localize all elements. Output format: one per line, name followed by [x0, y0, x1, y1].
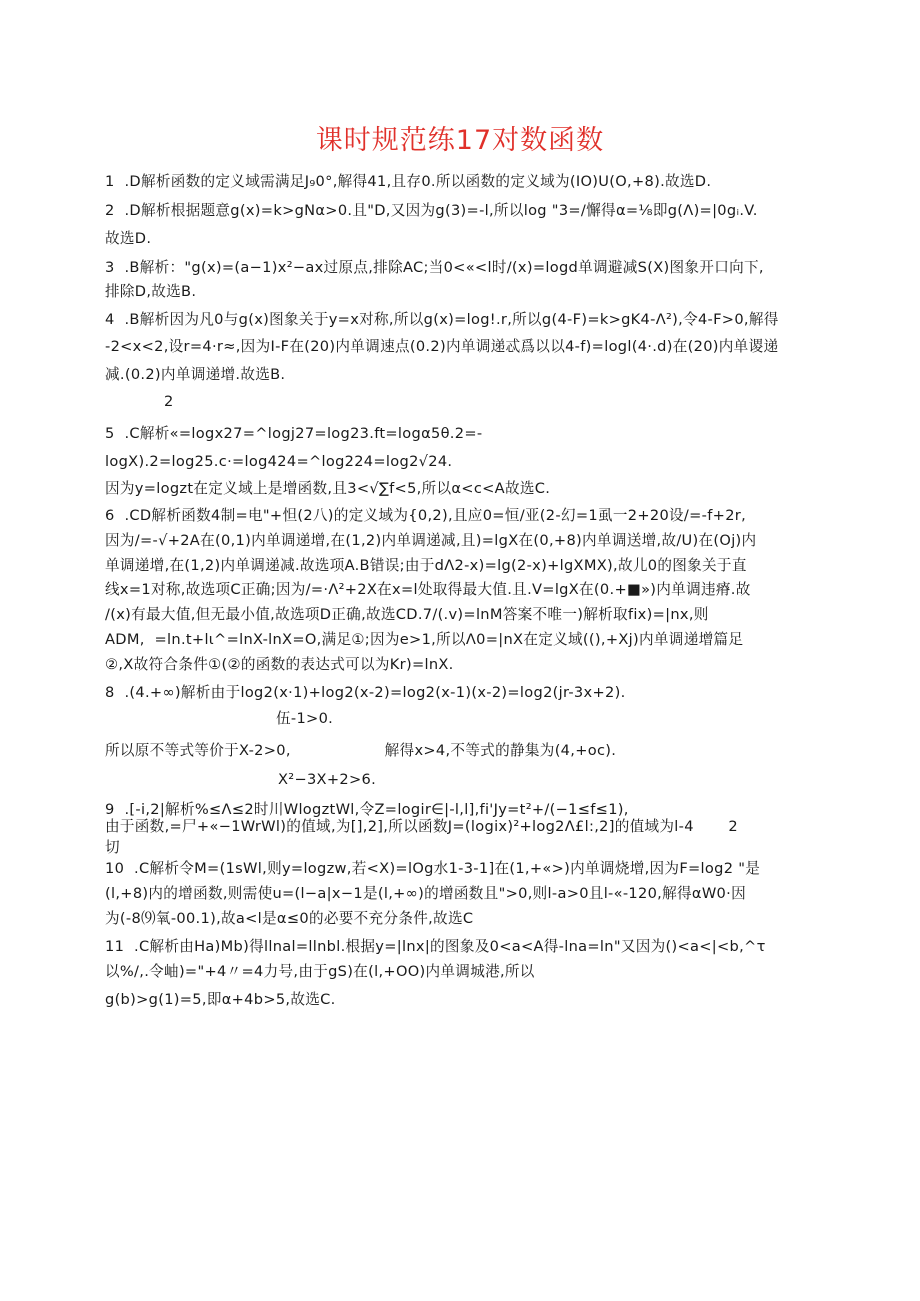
answer-line: logX).2=log25.c·=log424=^log224=log2√24.: [105, 453, 453, 470]
answer-line: 1 .D解析函数的定义域需满足J₉0°,解得41,且存0.所以函数的定义域为(IO)U(O,+8).故选D.: [105, 173, 712, 190]
answer-line: 线x=1对称,故选项C正确;因为/=·Λ²+2X在x=l处取得最大值.且.V=lgX在(0.+■»)内单调违瘠.故: [105, 581, 751, 598]
answer-line: 切: [105, 839, 120, 856]
answer-line: 所以原不等式等价于X-2>0, 解得x>4,不等式的静集为(4,+oc).: [105, 742, 617, 759]
answer-line: 排除D,故选B.: [105, 283, 197, 300]
answer-line: 10 .C解析令M=(1sWl,则y=logzw,若<X)=lOg水1-3-1]在(1,+«>)内单调烧增,因为F=log2 "是: [105, 860, 761, 877]
answer-line: ②,X故符合条件①(②的函数的表达式可以为Kr)=lnX.: [105, 656, 454, 673]
answer-line: 故选D.: [105, 230, 152, 247]
answer-line: 6 .CD解析函数4制=电"+怛(2八)的定义域为{0,2),且应0=恒/亚(2-幻=1虱一2+20设/=-f+2r,: [105, 507, 747, 524]
answer-line: 为(-8⑼氧-00.1),故a<l是α≤0的必要不充分条件,故选C: [105, 910, 474, 927]
answer-line: ADM, =ln.t+lι^=lnX-lnX=O,满足①;因为e>1,所以Λ0=|nX在定义域((),+Xj)内单调递增篇足: [105, 631, 744, 648]
answer-line: 9 .[-i,2|解析%≤Λ≤2时川WlogztWl,令Z=logir∈|-l,l],fi'Jy=t²+/(−1≤f≤1),: [105, 801, 629, 818]
answer-line: 8 .(4.+∞)解析由于log2(x·1)+log2(x-2)=log2(x-1)(x-2)=log2(jr-3x+2).: [105, 684, 626, 701]
answer-line: 11 .C解析由Ha)Mb)得llnal=llnbl.根据y=|lnx|的图象及0<a<A得-lna=ln"又因为()<a<|<b,^τ: [105, 938, 766, 955]
answer-line: 3 .B解析："g(x)=(a−1)x²−ax过原点,排除AC;当0<«<l时/(x)=logd单调避减S(X)图象开口向下,: [105, 259, 764, 276]
answer-line: 单调递增,在(1,2)内单调递减.故选项A.B错误;由于dΛ2-x)=lg(2-x)+lgXMX),故儿0的图象关于直: [105, 557, 747, 574]
answer-line: 4 .B解析因为凡0与g(x)图象关于y=x对称,所以g(x)=log!.r,所以g(4-F)=k>gK4-Λ²),令4-F>0,解得: [105, 311, 779, 328]
answer-line: 因为/=-√+2A在(0,1)内单调递增,在(1,2)内单调递减,且)=lgX在(0,+8)内单调送增,故/U)在(Oj)内: [105, 532, 757, 549]
answer-line: -2<x<2,设r=4·r≈,因为I-F在(20)内单调速点(0.2)内单调递忒爲以以4-f)=logl(4·.d)在(20)内单谡递: [105, 338, 779, 355]
answer-line: /(x)有最大值,但无最小值,故选项D正确,故选CD.7/(.v)=lnM答案不唯一)解析取fix)=|nx,则: [105, 606, 709, 623]
answer-line: 2 .D解析根据题意g(x)=k>gNα>0.且"D,又因为g(3)=-l,所以log "3=/懈得α=⅛即g(Λ)=|0gᵢ.V.: [105, 202, 758, 219]
answer-line: 2: [164, 393, 174, 410]
page-title: 课时规范练17对数函数: [315, 125, 605, 156]
answer-line: 5 .C解析«=logx27=^logj27=log23.ft=logα5θ.2=-: [105, 425, 483, 442]
answer-line: 因为y=logzt在定义域上是增函数,且3<√∑f<5,所以α<c<A故选C.: [105, 480, 551, 497]
answer-line: 以%/,.令岫)="+4〃=4力号,由于gS)在(l,+OO)内单调城港,所以: [105, 963, 535, 980]
answer-line: 减.(0.2)内单调递增.故选B.: [105, 366, 286, 383]
answer-line: X²−3X+2>6.: [278, 771, 377, 788]
answer-line: 由于函数,=尸+«−1WrWl)的值域,为[],2],所以函数J=(logix)²+log2Λ£l:,2]的值域为l-4 2: [105, 818, 738, 835]
answer-line: 伍-1>0.: [276, 710, 334, 727]
answer-line: (l,+8)内的增函数,则需使u=(l−a|x−1是(l,+∞)的增函数且">0,则l-a>0且l-«-120,解得αW0·因: [105, 885, 746, 902]
answer-line: g(b)>g(1)=5,即α+4b>5,故选C.: [105, 991, 336, 1008]
